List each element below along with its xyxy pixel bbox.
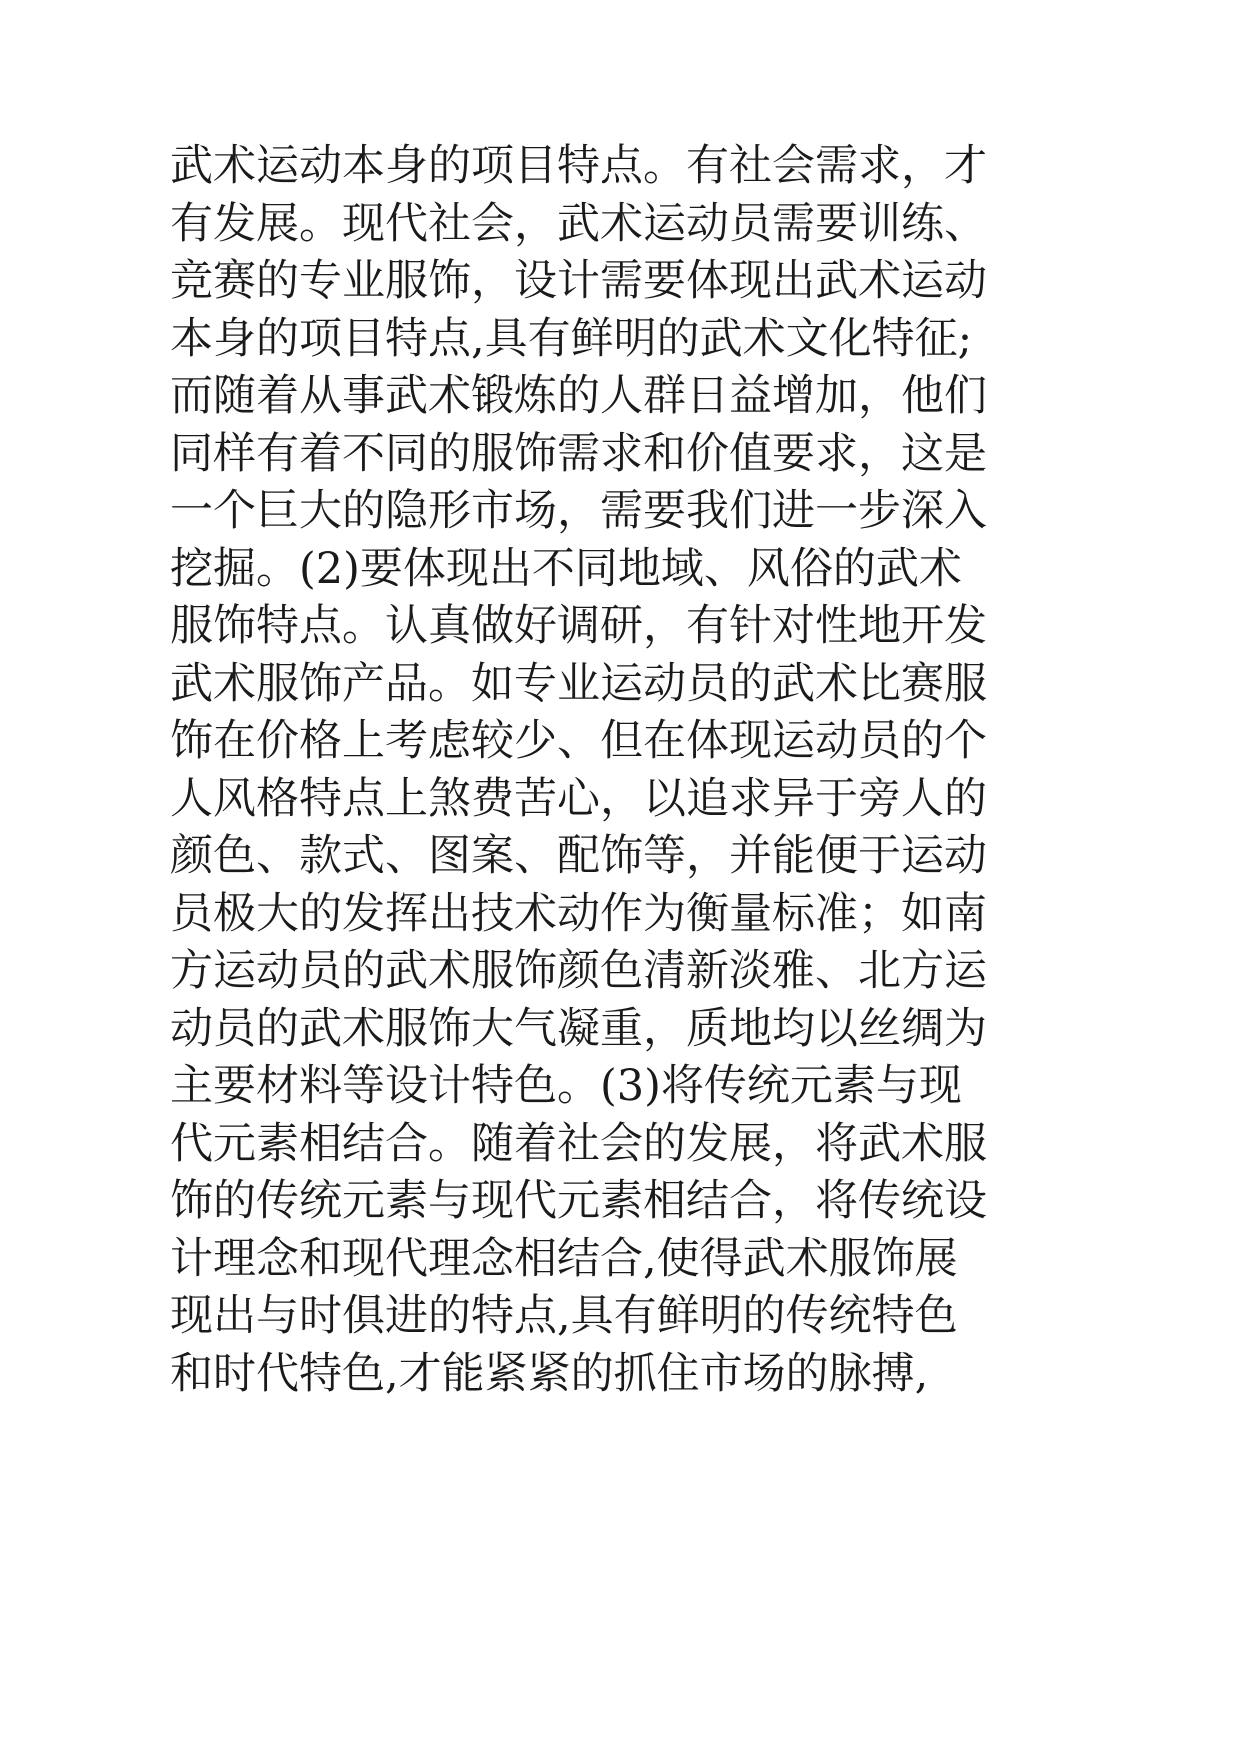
text-line: 员极大的发挥出技术动作为衡量标准；如南 (170, 888, 987, 939)
text-line: 计理念和现代理念相结合,使得武术服饰展 (170, 1233, 958, 1284)
text-line: 服饰特点。认真做好调研，有针对性地开发 (170, 601, 987, 651)
text-line: 人风格特点上煞费苦心，以追求异于旁人的 (170, 773, 987, 824)
text-line: 方运动员的武术服饰颜色清新淡雅、北方运 (170, 946, 987, 996)
text-line: 同样有着不同的服饰需求和价值要求，这是 (170, 428, 987, 479)
text-line: 本身的项目特点,具有鲜明的武术文化特征; (170, 313, 973, 364)
text-line: 现出与时俱进的特点,具有鲜明的传统特色 (170, 1291, 958, 1341)
text-line: 武术服饰产品。如专业运动员的武术比赛服 (170, 658, 987, 709)
body-text (170, 138, 987, 1403)
text-line: 和时代特色,才能紧紧的抓住市场的脉搏, (170, 1348, 929, 1399)
text-line: 代元素相结合。随着社会的发展，将武术服 (170, 1118, 987, 1169)
text-line: 主要材料等设计特色。(3)将传统元素与现 (170, 1061, 962, 1111)
text-line: 饰在价格上考虑较少、但在体现运动员的个 (170, 716, 987, 766)
text-line: 武术运动本身的项目特点。有社会需求，才 (170, 141, 987, 191)
text-line: 动员的武术服饰大气凝重，质地均以丝绸为 (170, 1003, 987, 1054)
text-line: 饰的传统元素与现代元素相结合，将传统设 (170, 1176, 987, 1226)
text-line: 挖掘。(2)要体现出不同地域、风俗的武术 (170, 543, 962, 594)
text-line: 有发展。现代社会，武术运动员需要训练、 (170, 198, 987, 249)
text-line: 竞赛的专业服饰，设计需要体现出武术运动 (170, 256, 987, 306)
text-line: 而随着从事武术锻炼的人群日益增加，他们 (170, 371, 987, 421)
text-line: 一个巨大的隐形市场，需要我们进一步深入 (170, 486, 987, 536)
text-line: 颜色、款式、图案、配饰等，并能便于运动 (170, 831, 987, 881)
